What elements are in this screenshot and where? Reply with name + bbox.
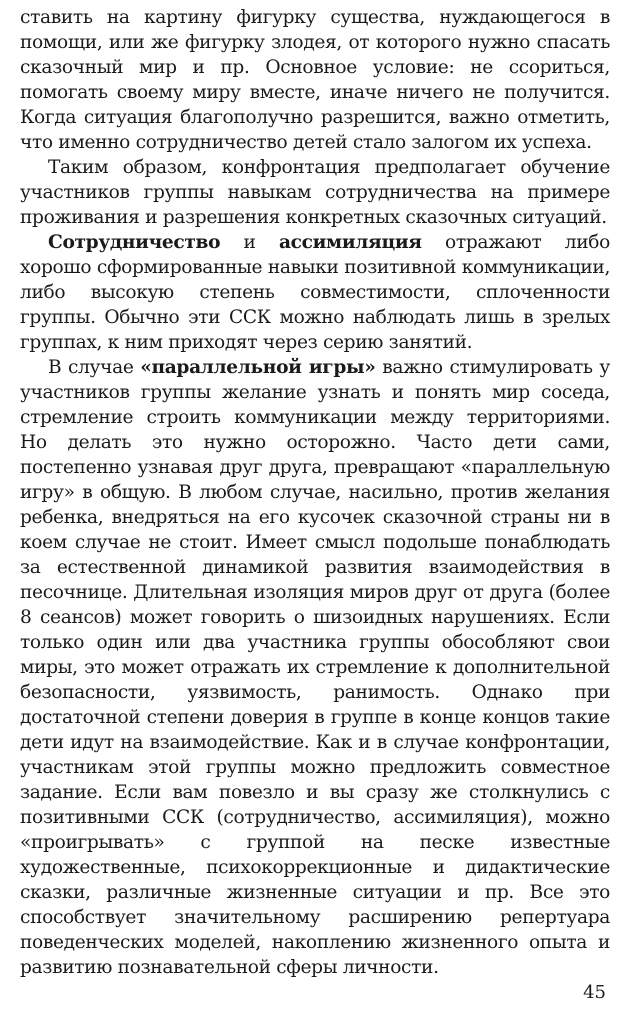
paragraph-1-run-1: ставить на картину фигурку существа, нуждающегося в помощи, или же фигурку злодея, от которого нужно спасать сказочный мир и пр. Основное условие: не ссориться, помогать своему миру вместе, иначе ничего не получится. Когда ситуация благополучно разрешится, важно отметить, что именно сотрудничество детей стало залогом их успеха. <box>20 7 610 153</box>
paragraph-2-run-1: Таким образом, конфронтация предполагает обучение участников группы навыкам сотрудничества на примере проживания и разрешения конкретных сказочных ситуаций. <box>20 157 610 228</box>
paragraph-2 <box>20 155 610 230</box>
page-text <box>20 5 610 980</box>
page-number: 45 <box>583 982 606 1003</box>
term-parallel-play: «параллельной игры» <box>140 357 376 378</box>
term-cooperation: Сотрудничество <box>48 232 221 253</box>
paragraph-4-run-1: В случае <box>48 357 141 378</box>
paragraph-1 <box>20 5 610 155</box>
paragraph-3-run-4: отражают либо хорошо сформированные навыки позитивной коммуникации, либо высокую степень совместимости, сплоченности группы. Обычно эти ССК можно наблюдать лишь в зрелых группах, к ним приходят через серию занятий. <box>20 232 610 353</box>
paragraph-4-run-3: важно стимулировать у участников группы желание узнать и понять мир соседа, стремление строить коммуникации между территориями. Но делать это нужно осторожно. Часто дети сами, постепенно узнавая друг друга, превращают «параллельную игру» в общую. В любом случае, насильно, против желания ребенка, внедряться на его кусочек сказочной страны ни в коем случае не стоит. Имеет смысл подольше понаблюдать за естественной динамикой развития взаимодействия в песочнице. Длительная изоляция миров друг от друга (более 8 сеансов) может говорить о шизоидных нарушениях. Если только один или два участника группы обособляют свои миры, это может отражать их стремление к дополнительной безопасности, уязвимость, ранимость. Однако при достаточной степени доверия в группе в конце концов такие дети идут на взаимодействие. Как и в случае конфронтации, участникам этой группы можно предложить совместное задание. Если вам повезло и вы сразу же столкнулись с позитивными ССК (сотрудничество, ассимиляция), можно «проигрывать» с группой на песке известные художественные, психокоррекционные и дидактические сказки, различные жизненные ситуации и пр. Все это способствует значительному расширению репертуара поведенческих моделей, накоплению жизненного опыта и развитию познавательной сферы личности. <box>20 357 610 978</box>
paragraph-3 <box>20 230 610 355</box>
paragraph-4 <box>20 355 610 980</box>
term-assimilation: ассимиляция <box>278 232 422 253</box>
paragraph-3-run-2: и <box>220 232 279 253</box>
